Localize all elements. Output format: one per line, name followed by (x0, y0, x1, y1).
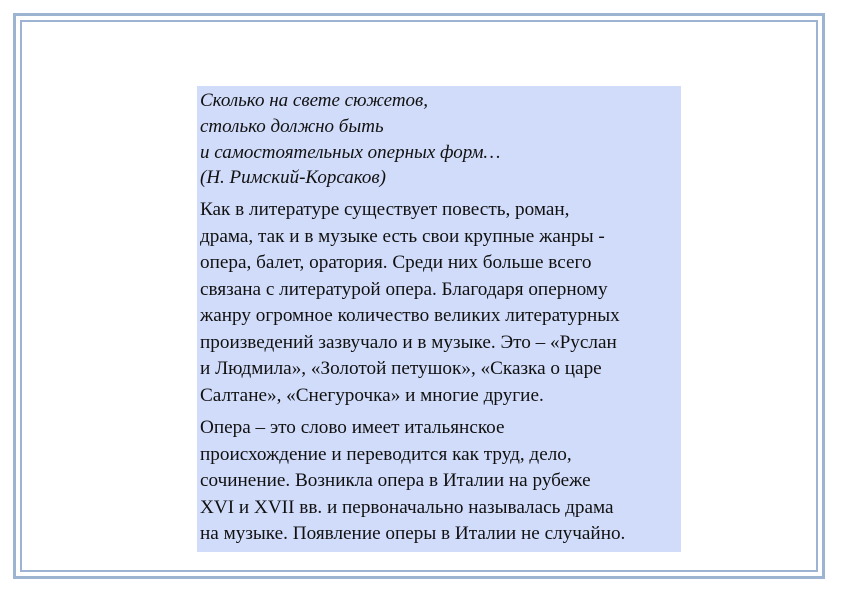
paragraph-line: Опера – это слово имеет итальянское (200, 417, 505, 439)
paragraph-line: сочинение. Возникла опера в Италии на рубеже (200, 470, 591, 492)
epigraph-line: Сколько на свете сюжетов, (200, 90, 429, 111)
paragraph-line: опера, балет, оратория. Среди них больше всего (200, 252, 592, 274)
text-box (197, 86, 681, 552)
paragraph-line: связана с литературой опера. Благодаря оперному (200, 278, 608, 300)
paragraph-line: Салтане», «Снегурочка» и многие другие. (200, 384, 544, 406)
paragraph-line: драма, так и в музыке есть свои крупные жанры - (200, 225, 605, 247)
paragraph-line: жанру огромное количество великих литературных (200, 305, 620, 327)
epigraph-author: (Н. Римский-Корсаков) (200, 167, 387, 189)
epigraph-quote (200, 88, 679, 191)
epigraph-line: столько должно быть (200, 115, 384, 137)
paragraph-line: происхождение и переводится как труд, дело, (200, 443, 572, 465)
paragraph-line: произведений зазвучало и в музыке. Это – «Руслан (200, 331, 617, 353)
paragraph-opera-origin (200, 415, 679, 548)
paragraph-line: на музыке. Появление оперы в Италии не случайно. (200, 523, 626, 545)
paragraph-literature (200, 197, 679, 409)
paragraph-line: и Людмила», «Золотой петушок», «Сказка о царе (200, 358, 602, 380)
paragraph-line: Как в литературе существует повесть, роман, (200, 199, 570, 221)
epigraph-line: и самостоятельных оперных форм… (200, 141, 501, 163)
paragraph-line: XVI и XVII вв. и первоначально называлась драма (200, 496, 614, 518)
